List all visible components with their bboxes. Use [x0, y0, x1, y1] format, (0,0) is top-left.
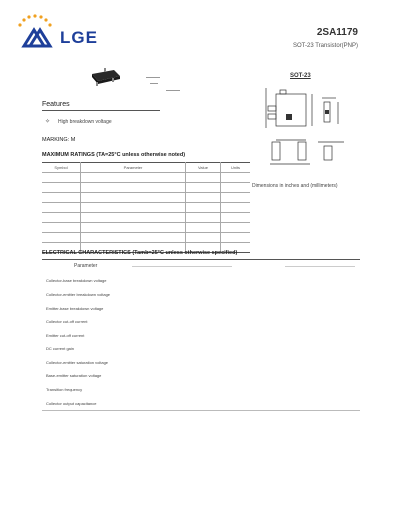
- electrical-top-rule: [42, 259, 360, 260]
- table-row: [42, 233, 250, 243]
- feature-bullet-icon: ✧: [45, 119, 51, 125]
- table-row: [42, 193, 250, 203]
- max-ratings-table: [42, 162, 250, 253]
- header-faint-line: [285, 266, 355, 267]
- electrical-parameter-header: Parameter: [74, 263, 98, 269]
- table-row: [42, 213, 250, 223]
- max-ratings-heading: [42, 152, 185, 158]
- electrical-row-label: Transition frequency: [46, 387, 83, 392]
- electrical-bottom-rule: [42, 410, 360, 411]
- col-units: Units: [221, 163, 251, 173]
- table-row: [42, 173, 250, 183]
- max-ratings-heading-text: MAXIMUM RATINGS (TA=25°C unless otherwise noted): [42, 152, 186, 158]
- electrical-row-label: DC current gain: [46, 346, 75, 351]
- device-image: [88, 66, 122, 88]
- electrical-row-label: Collector cut-off current: [46, 319, 88, 324]
- features-heading: Features: [42, 101, 70, 108]
- electrical-row-label: Emitter cut-off current: [46, 333, 85, 338]
- features-underline: [42, 110, 160, 111]
- electrical-row-label: Collector output capacitance: [46, 401, 97, 406]
- brand-logo: [14, 12, 60, 52]
- pin-label-line: [146, 77, 160, 78]
- electrical-heading: ELECTRICAL CHARACTERISTICS (Tamb=25°C unless otherwise specified): [42, 250, 238, 256]
- dimension-note: Dimensions in inches and (millimeters): [252, 183, 338, 189]
- col-parameter: Parameter: [81, 163, 186, 173]
- electrical-row-label: Base-emitter saturation voltage: [46, 373, 102, 378]
- table-header-row: [42, 163, 250, 173]
- logo-mark-icon: [14, 12, 60, 52]
- table-row: [42, 183, 250, 193]
- part-subtitle: SOT-23 Transistor(PNP): [292, 43, 358, 49]
- header-faint-line: [132, 266, 232, 267]
- package-drawing: [262, 84, 354, 176]
- part-number: 2SA1179: [316, 27, 358, 38]
- feature-item: High breakdown voltage: [58, 119, 112, 125]
- table-row: [42, 203, 250, 213]
- package-title: SOT-23: [290, 73, 311, 79]
- col-symbol: Symbol: [42, 163, 81, 173]
- pin-label-line: [166, 90, 180, 91]
- electrical-row-label: Collector-emitter breakdown voltage: [46, 292, 111, 297]
- electrical-row-label: Emitter-base breakdown voltage: [46, 306, 104, 311]
- pin-label-line: [150, 83, 158, 84]
- col-value: Value: [186, 163, 221, 173]
- table-row: [42, 223, 250, 233]
- brand-name: LGE: [60, 28, 98, 47]
- electrical-row-label: Collector-emitter saturation voltage: [46, 360, 109, 365]
- electrical-row-label: Collector-base breakdown voltage: [46, 278, 107, 283]
- marking-label: MARKING: M: [42, 137, 76, 143]
